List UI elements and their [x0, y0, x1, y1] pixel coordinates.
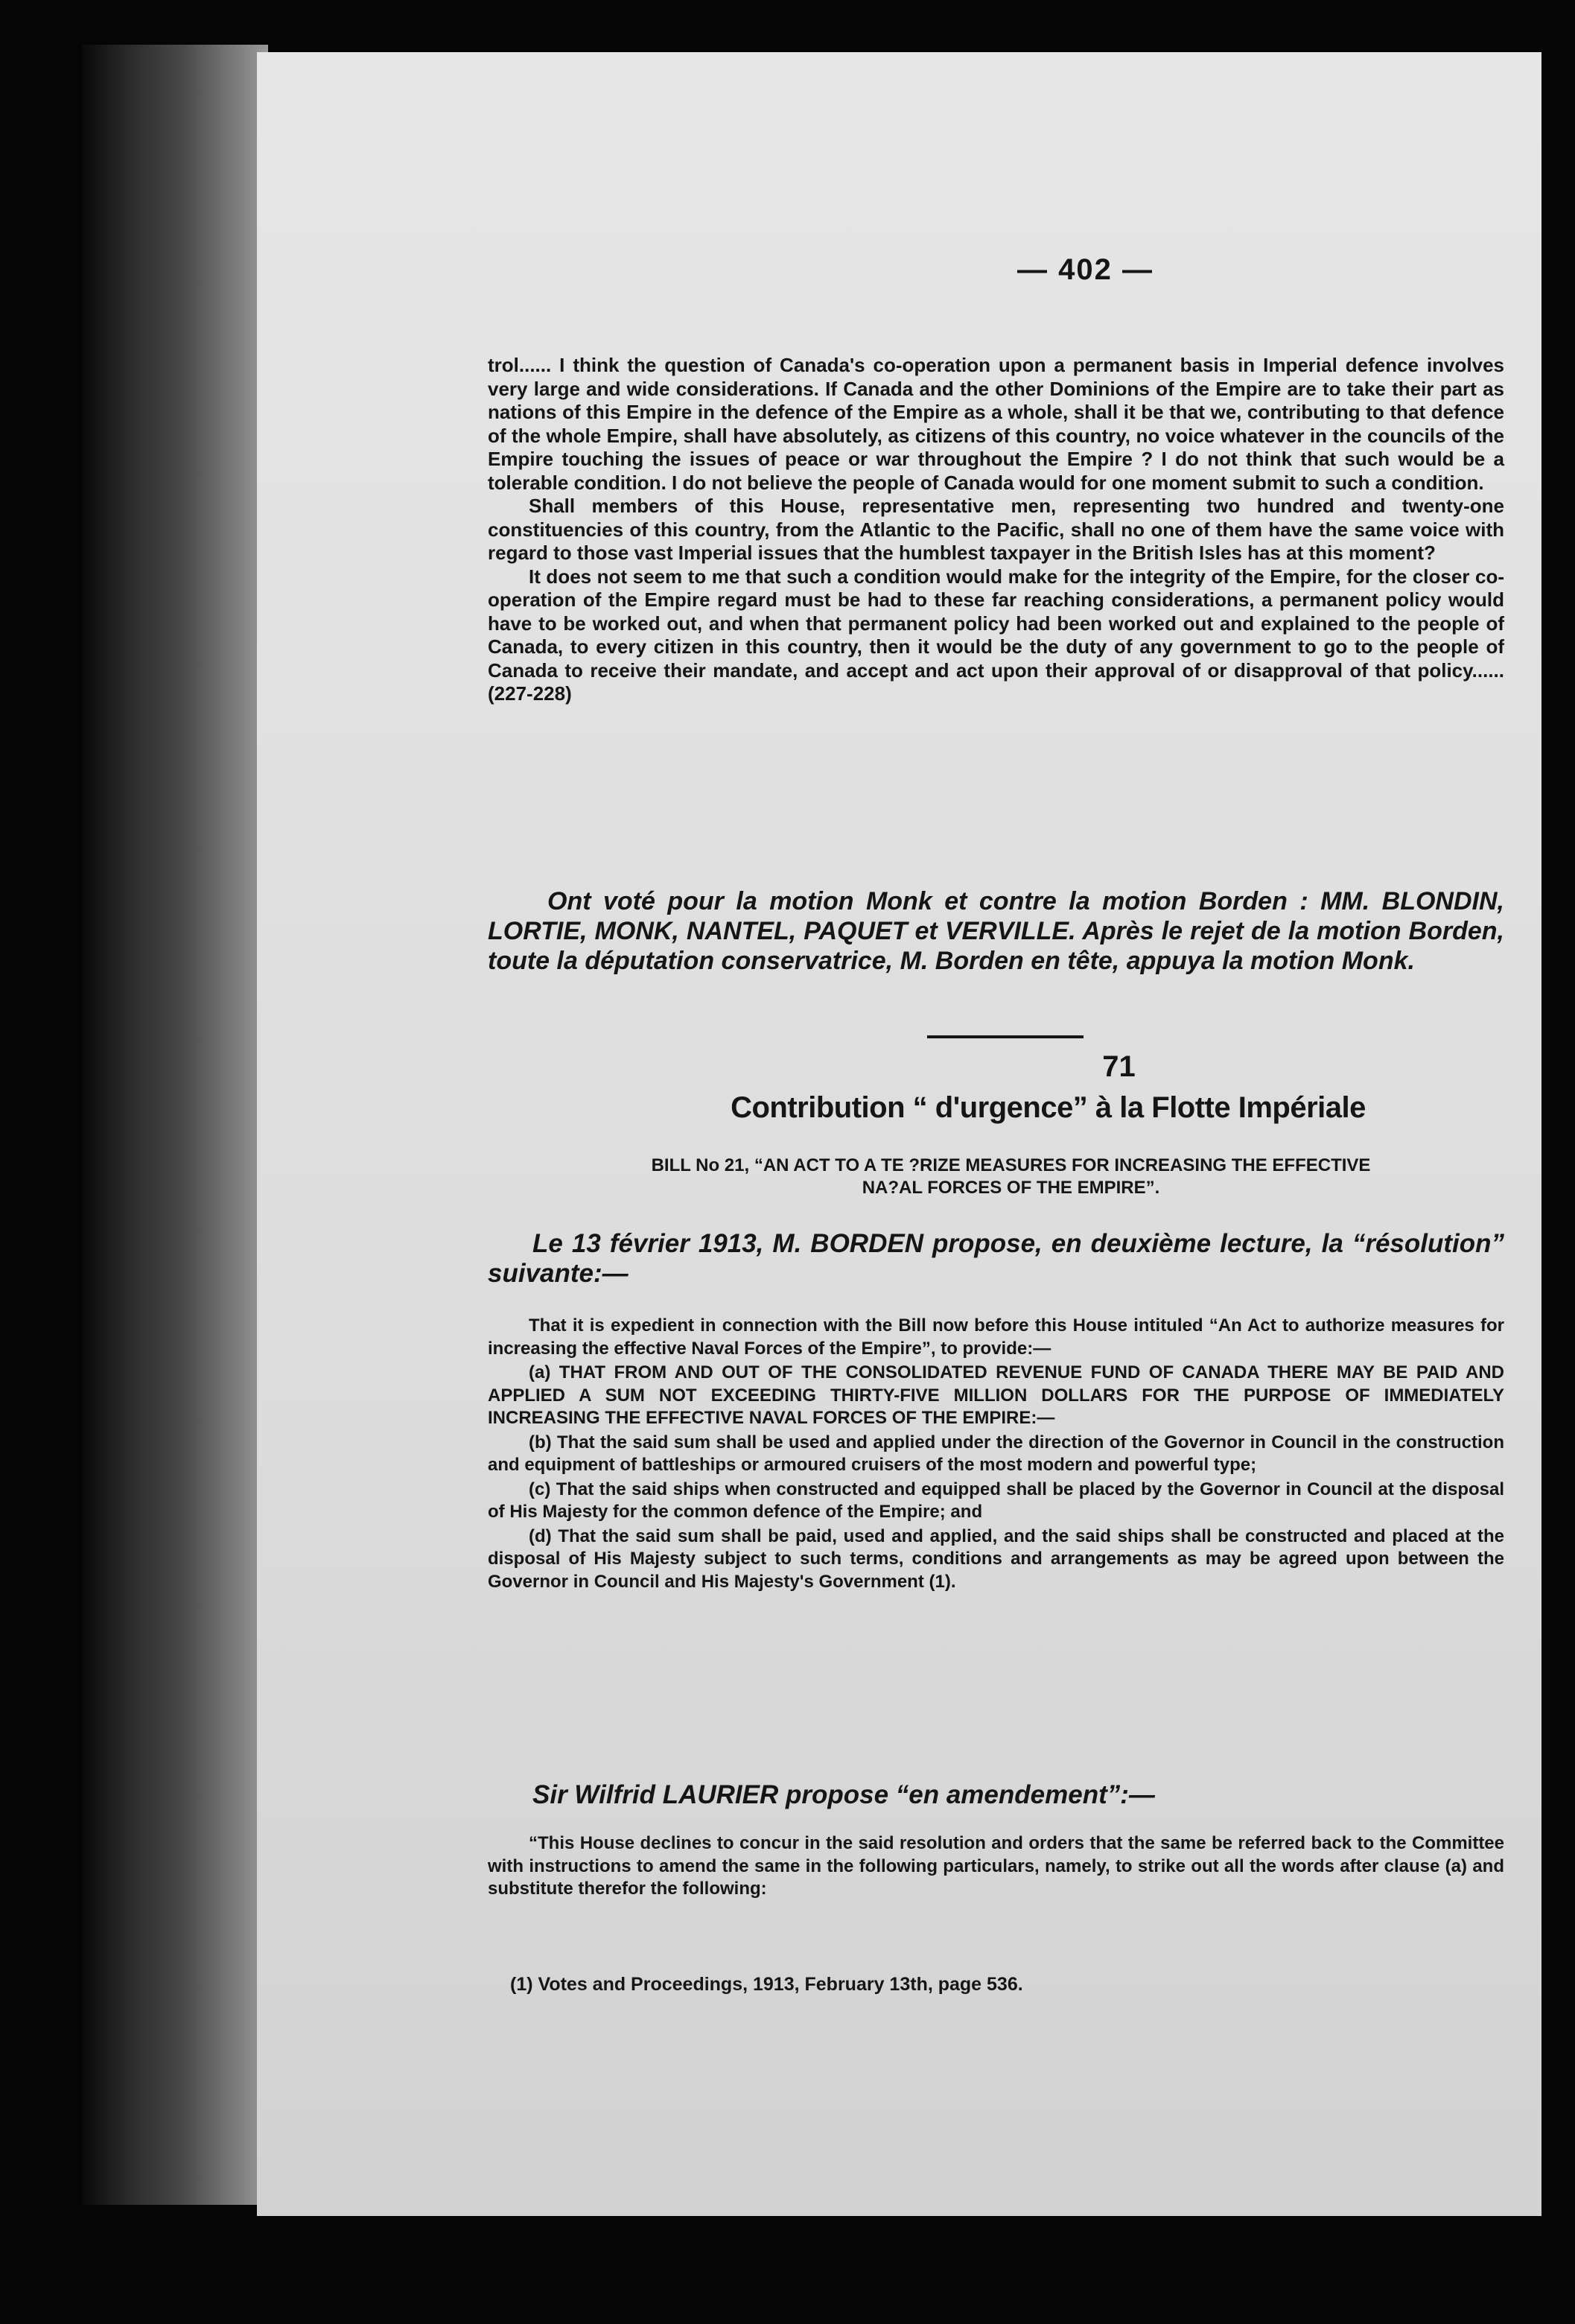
bill-heading	[488, 1155, 1504, 1199]
bill-line: NA?AL FORCES OF THE EMPIRE”.	[862, 1178, 1160, 1198]
resolution-clause-b: (b) That the said sum shall be used and applied under the direction of the Governor in Council in the construction and equipment of battleships or armoured cruisers of the most modern and powerful type;	[488, 1432, 1504, 1475]
quote-paragraph: It does not seem to me that such a condition would make for the integrity of the Empire, for the closer co-operation of the Empire regard must be had to these far reaching considerations, a permanent policy would have to be worked out, and when that permanent policy had been worked out and explained to the people of Canada, to every citizen in this country, then it would be the duty of any government to go to the people of Canada to receive their mandate, and accept and act upon their approval of or disapproval of that policy...... (227-228)	[488, 565, 1504, 705]
resolution-text	[488, 1315, 1504, 1595]
amendment-heading: Sir Wilfrid LAURIER propose “en amendement”:—	[532, 1780, 1155, 1809]
section-divider	[927, 1035, 1084, 1038]
vote-summary: Ont voté pour la motion Monk et contre la motion Borden : MM. BLONDIN, LORTIE, MONK, NANTEL, PAQUET et VERVILLE. Après le rejet de la motion Borden, toute la députation conservatrice, M. Borden en tête, appuya la motion Monk.	[488, 887, 1504, 975]
page-number: — 402 —	[1017, 253, 1154, 286]
quote-paragraph: Shall members of this House, representative men, representing two hundred and twenty-one constituencies of this country, from the Atlantic to the Pacific, shall no one of them have the same voice with regard to those vast Imperial issues that the humblest taxpayer in the British Isles has at this moment?	[488, 495, 1504, 564]
binding-gutter	[82, 45, 268, 2205]
quoted-speech	[488, 354, 1504, 706]
bill-line: BILL No 21, “AN ACT TO A TE ?RIZE MEASURES FOR INCREASING THE EFFECTIVE	[651, 1155, 1371, 1175]
document-page	[257, 52, 1541, 2216]
amendment-text: “This House declines to concur in the said resolution and orders that the same be referred back to the Committee with instructions to amend the same in the following particulars, namely, to strike out all the words after clause (a) and substitute therefor the following:	[488, 1833, 1504, 1899]
resolution-clause-a: (a) THAT FROM AND OUT OF THE CONSOLIDATED REVENUE FUND OF CANADA THERE MAY BE PAID AND APPLIED A SUM NOT EXCEEDING THIRTY-FIVE MILLION DOLLARS FOR THE PURPOSE OF IMMEDIATELY INCREASING THE EFFECTIVE NAVAL FORCES OF THE EMPIRE:—	[488, 1362, 1504, 1428]
section-number: 71	[1102, 1050, 1136, 1083]
footnote: (1) Votes and Proceedings, 1913, February 13th, page 536.	[510, 1974, 1023, 1995]
quote-paragraph: trol...... I think the question of Canada's co-operation upon a permanent basis in Imperial defence involves very large and wide considerations. If Canada and the other Dominions of the Empire are to take their part as nations of this Empire in the defence of the Empire as a whole, shall it be that we, contributing to that defence of the whole Empire, shall have absolutely, as citizens of this country, no voice whatever in the councils of the Empire touching the issues of peace or war throughout the Empire ? I do not think that such would be a tolerable condition. I do not believe the people of Canada would for one moment submit to such a condition.	[488, 354, 1504, 494]
resolution-intro: That it is expedient in connection with the Bill now before this House intituled “An Act to authorize measures for increasing the effective Naval Forces of the Empire”, to provide:—	[488, 1315, 1504, 1359]
resolution-clause-d: (d) That the said sum shall be paid, used and applied, and the said ships shall be constructed and placed at the disposal of His Majesty subject to such terms, conditions and arrangements as may be agreed upon between the Governor in Council and His Majesty's Government (1).	[488, 1525, 1504, 1592]
resolution-clause-c: (c) That the said ships when constructed and equipped shall be placed by the Governor in Council at the disposal of His Majesty for the common defence of the Empire; and	[488, 1479, 1504, 1522]
proposal-line: Le 13 février 1913, M. BORDEN propose, en deuxième lecture, la “résolution” suivante:—	[488, 1229, 1504, 1288]
section-title: Contribution “ d'urgence” à la Flotte Impériale	[731, 1091, 1366, 1124]
